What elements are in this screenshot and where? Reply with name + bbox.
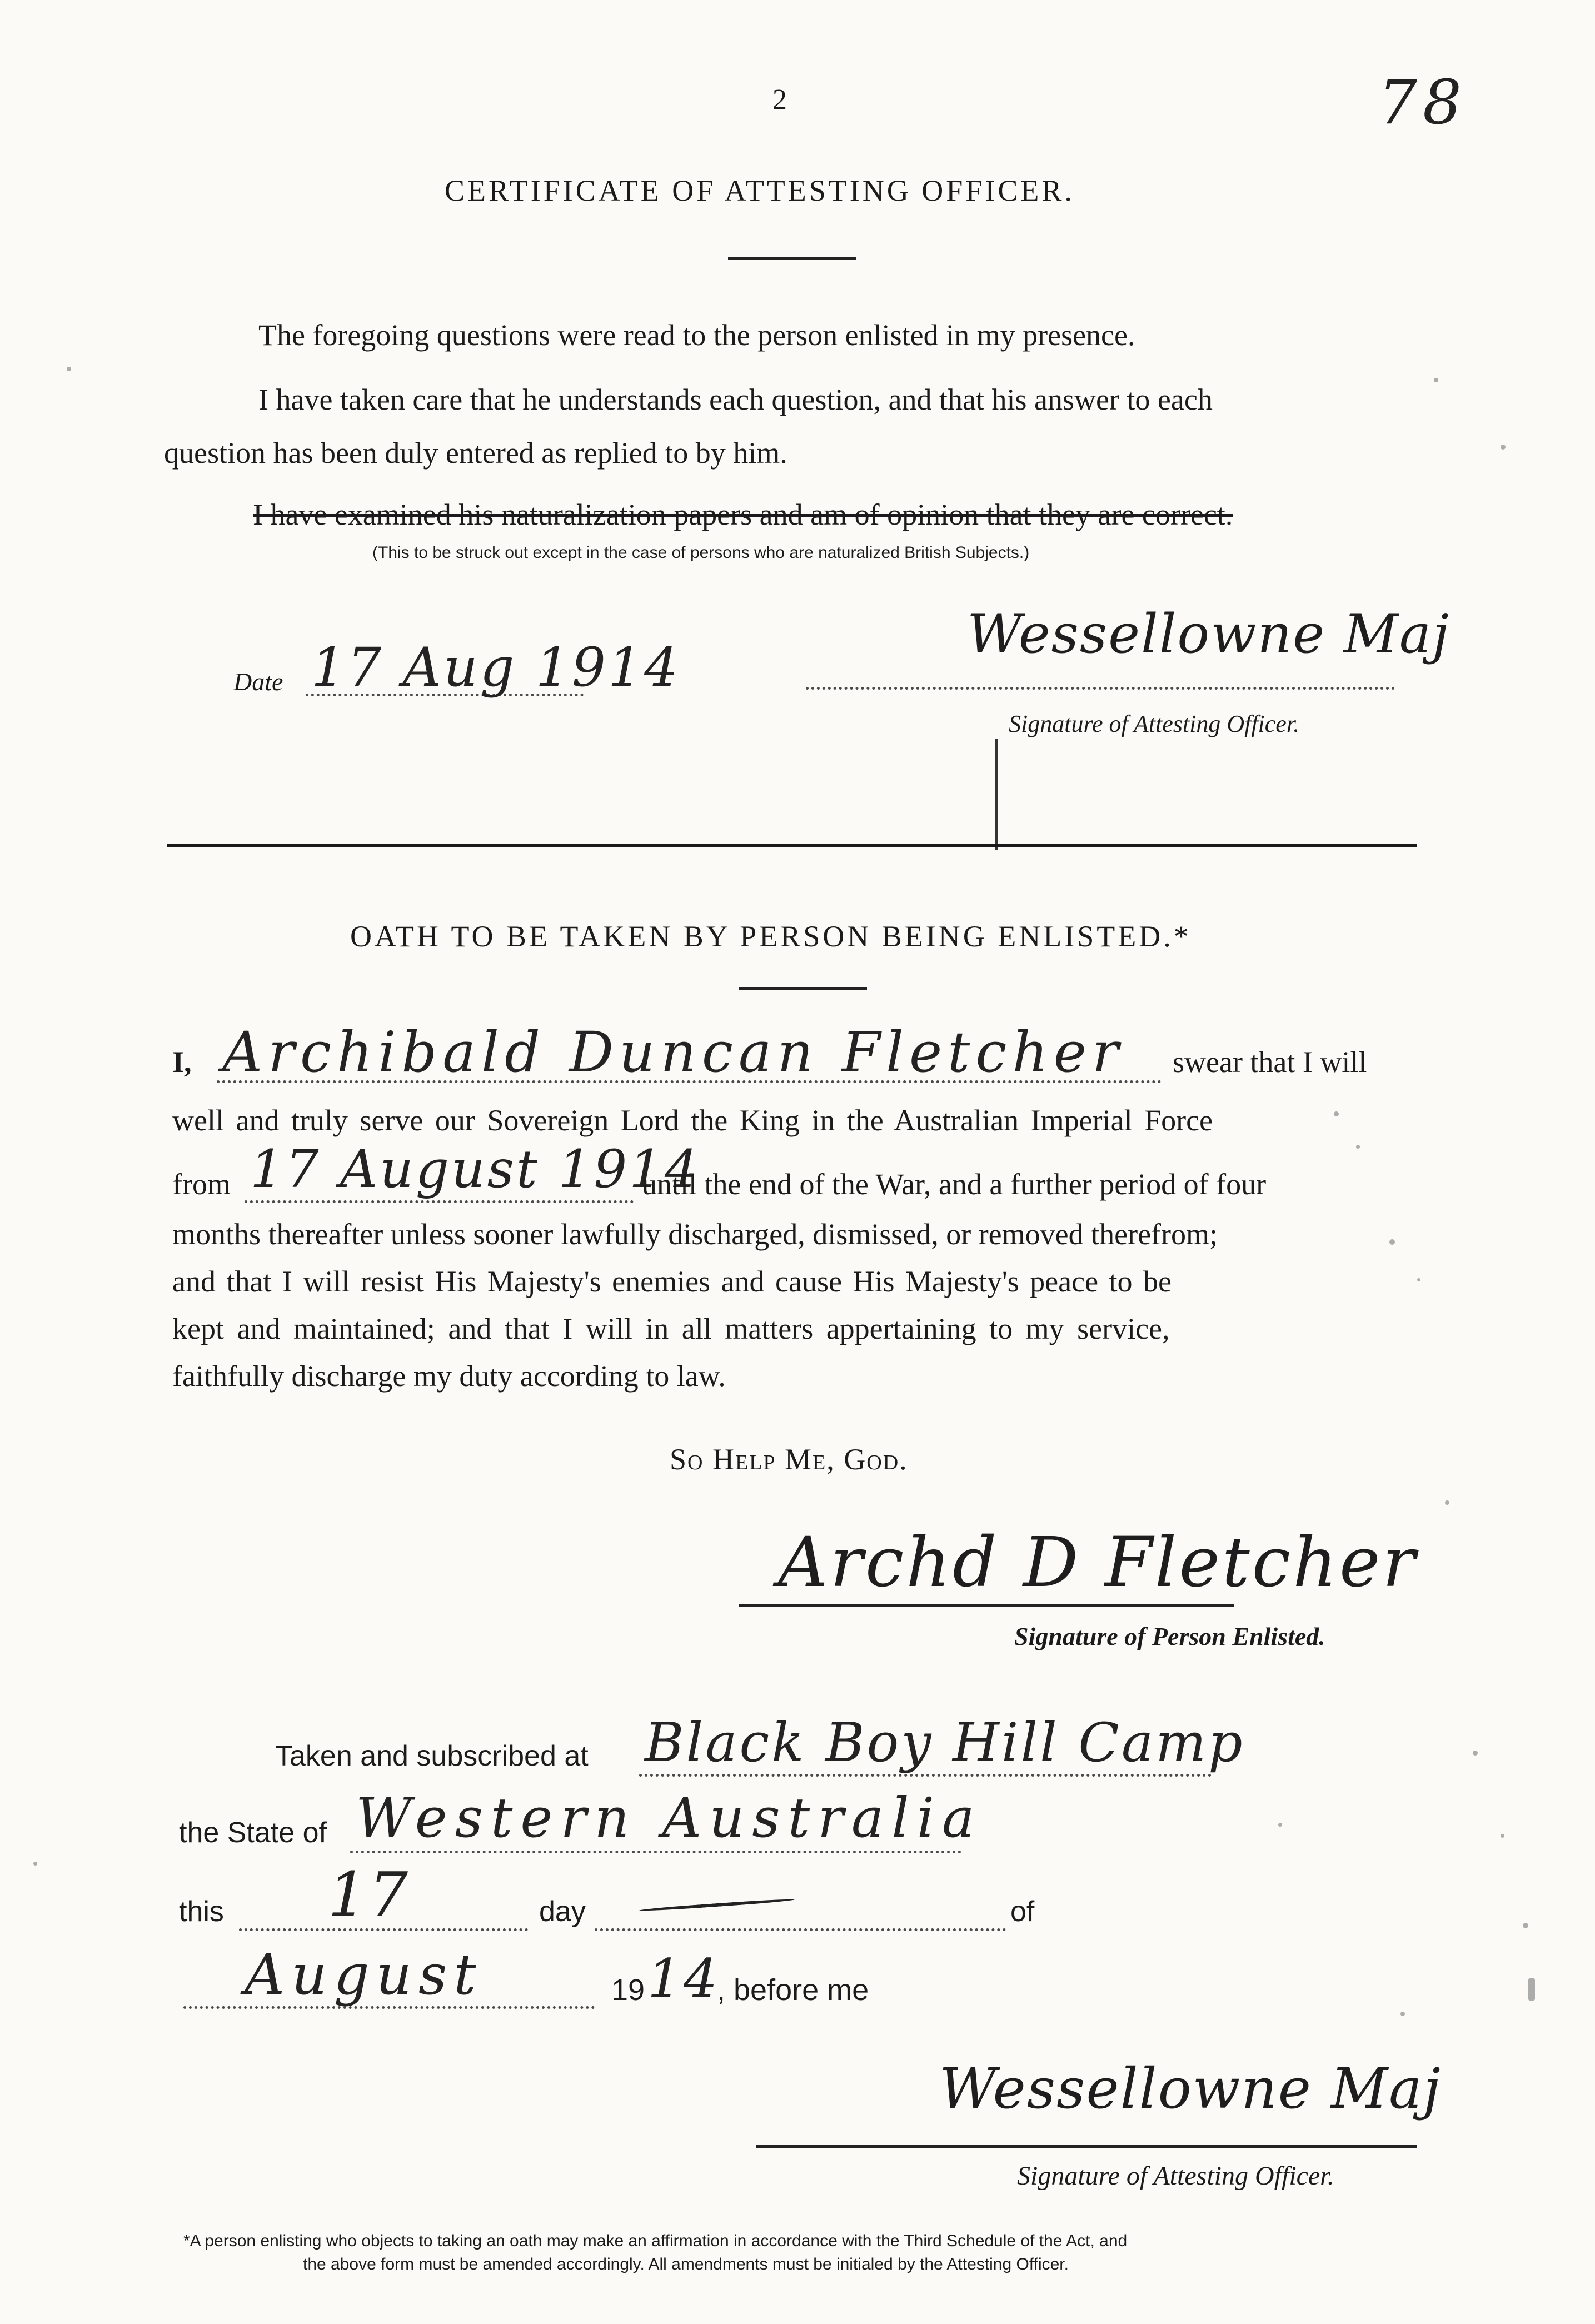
officer-signature-caption-2: Signature of Attesting Officer. [1017, 2161, 1334, 2191]
of-line [595, 1928, 1006, 1931]
oath-swear: swear that I will [1173, 1045, 1367, 1079]
corner-mark: 78 [1378, 67, 1467, 138]
struck-note: (This to be struck out except in the case of persons who are naturalized British Subjects.) [372, 543, 1030, 562]
struck-naturalization-line: I have examined his naturalization papers and am of opinion that they are correct. [253, 498, 1233, 531]
officer-signature-1: Wessellowne Maj [967, 603, 1450, 665]
place-line [639, 1774, 1212, 1777]
taken-label: Taken and subscribed at [275, 1740, 589, 1772]
date-label: Date [233, 667, 283, 696]
month-value: August [245, 1942, 483, 2007]
signature-flourish-stroke [995, 739, 998, 850]
enlistee-name: Archibald Duncan Fletcher [222, 1020, 1124, 1085]
this-label: this [179, 1896, 224, 1928]
date-value: 17 Aug 1914 [311, 636, 681, 699]
year-prefix: 19 [611, 1973, 645, 2007]
state-value: Western Australia [356, 1787, 983, 1850]
day-label: day [539, 1896, 586, 1928]
enlistee-signature: Archd D Fletcher [778, 1523, 1418, 1603]
oath-line-2: well and truly serve our Sovereign Lord the King in the Australian Imperial Force [172, 1104, 1213, 1137]
oath-line-6: kept and maintained; and that I will in all matters appertaining to my service, [172, 1312, 1170, 1345]
officer-signature-caption-1: Signature of Attesting Officer. [1009, 710, 1300, 737]
certificate-heading: CERTIFICATE OF ATTESTING OFFICER. [445, 174, 1075, 207]
certificate-line-3: question has been duly entered as replied to by him. [164, 436, 787, 470]
oath-line-3: until the end of the War, and a further period of four [642, 1168, 1267, 1201]
oath-heading-rule [739, 987, 867, 990]
oath-from-date: 17 August 1914 [250, 1139, 700, 1200]
oath-line-5: and that I will resist His Majesty's enemies and cause His Majesty's peace to be [172, 1265, 1172, 1298]
before-me: , before me [717, 1973, 869, 2007]
footnote-line-1: *A person enlisting who objects to taking an oath may make an affirmation in accordance with the Third Schedule of the Act, and [183, 2232, 1128, 2250]
place-value: Black Boy Hill Camp [645, 1712, 1245, 1774]
footnote-line-2: the above form must be amended accordingly. All amendments must be initialed by the Attesting Officer. [303, 2255, 1069, 2273]
certificate-line-2: I have taken care that he understands each question, and that his answer to each [258, 383, 1213, 416]
officer-signature-2: Wessellowne Maj [939, 2056, 1442, 2121]
day-value: 17 [328, 1859, 410, 1930]
so-help-me-god: So Help Me, God. [670, 1443, 908, 1476]
page-number: 2 [772, 84, 787, 116]
oath-pronoun: I, [172, 1045, 192, 1079]
oath-line-4: months thereafter unless sooner lawfully discharged, dismissed, or removed therefrom; [172, 1218, 1218, 1251]
section-divider [167, 844, 1417, 847]
year-suffix: 14 [647, 1948, 720, 2010]
state-line [350, 1851, 961, 1853]
enlistee-signature-line [739, 1604, 1234, 1607]
certificate-line-1: The foregoing questions were read to the person enlisted in my presence. [258, 318, 1135, 352]
oath-from-line [245, 1200, 634, 1203]
enlistee-signature-caption: Signature of Person Enlisted. [1014, 1622, 1325, 1650]
heading-rule [728, 257, 856, 260]
officer-signature-line-1 [806, 687, 1395, 690]
oath-heading: OATH TO BE TAKEN BY PERSON BEING ENLISTED.* [350, 920, 1192, 953]
of-label: of [1010, 1896, 1035, 1928]
officer-signature-line-2 [756, 2145, 1417, 2148]
oath-line-7: faithfully discharge my duty according to law. [172, 1359, 726, 1393]
day-dash [639, 1898, 795, 1912]
state-label: the State of [179, 1817, 327, 1849]
oath-from-label: from [172, 1168, 231, 1201]
